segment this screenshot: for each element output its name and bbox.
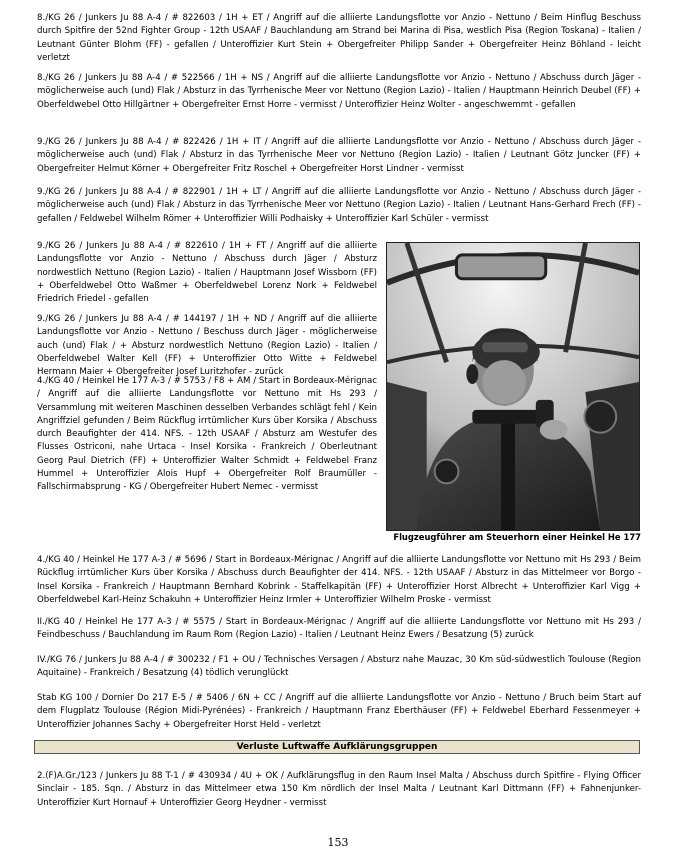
loss-entry: 2.(F)A.Gr./123 / Junkers Ju 88 T-1 / # 430934 / 4U + OK / Aufklärungsflug in den Raum Insel Malta / Abschuss durch Spitfire - Flying Officer Sinclair - 185. Sqn. / Absturz in das Mittelmeer etwa 150 Km nördlich der Insel Malta / Leutnant Karl Dittmann (FF) + Fahnenjunker-Unteroffizier Kurt Hornauf + Unteroffizier Georg Heydner - vermisst xyxy=(37,771,641,808)
loss-entry: 9./KG 26 / Junkers Ju 88 A-4 / # 822901 / 1H + LT / Angriff auf die alliierte Landungsflotte vor Anzio - Nettuno / Abschuss durch Jäger - möglicherweise auch (und) Flak / Absturz in das Tyrrhenische Meer vor Nettuno (Region Lazio) - Italien / Leutnant Hans-Gerhard Frech (FF) - gefallen / Feldwebel Wilhelm Römer + Unteroffizier Willi Podhaisky + Unteroffizier Karl Schüler - vermisst xyxy=(37,187,641,224)
section-heading: Verluste Luftwaffe Aufklärungsgruppen xyxy=(34,740,640,754)
photo-caption: Flugzeugführer am Steuerhorn einer Heinkel He 177 xyxy=(393,532,641,542)
loss-entry: 8./KG 26 / Junkers Ju 88 A-4 / # 822603 / 1H + ET / Angriff auf die alliierte Landungsflotte vor Anzio - Nettuno / Beim Hinflug Beschuss durch Spitfire der 52nd Fighter Group - 12th USAAF / Bauchlandung am Strand bei Marina di Pisa, westlich Pisa (Region Toskana) - Italien / Leutnant Günter Blohm (FF) - gefallen / Unteroffizier Kurt Stein + Obergefreiter Philipp Sander + Obergefreiter Heinz Böhland - leicht verletzt xyxy=(37,13,641,63)
loss-entry: IV./KG 76 / Junkers Ju 88 A-4 / # 300232 / F1 + OU / Technisches Versagen / Absturz nahe Mauzac, 30 Km süd-südwestlich Toulouse (Region Aquitaine) - Frankreich / Besatzung (4) tödlich verunglückt xyxy=(37,655,641,679)
pilot-photo-image xyxy=(387,243,639,530)
loss-entry: 8./KG 26 / Junkers Ju 88 A-4 / # 522566 / 1H + NS / Angriff auf die alliierte Landungsflotte vor Anzio - Nettuno / Abschuss durch Jäger - möglicherweise auch (und) Flak / Absturz in das Tyrrhenische Meer vor Nettuno (Region Lazio) - Italien / Hauptmann Heinrich Deubel (FF) + Oberfeldwebel Otto Hillgärtner + Obergefreiter Ernst Horre - vermisst / Unteroffizier Heinz Wolter - angeschwemmt - gefallen xyxy=(37,73,641,110)
page-number: 153 xyxy=(327,836,349,849)
loss-entry: 4./KG 40 / Heinkel He 177 A-3 / # 5696 / Start in Bordeaux-Mérignac / Angriff auf die alliierte Landungsflotte vor Nettuno mit Hs 293 / Beim Rückflug irrtümlicher Kurs über Korsika / Abschuss durch Beaufighter der 414. NFS. - 12th USAAF / Absturz in das Mittelmeer vor Borgo - Insel Korsika - Frankreich / Hauptmann Bernhard Kobrink - Staffelkapitän (FF) + Unteroffizier Horst Albrecht + Unteroffizier Karl Vigg + Oberfeldwebel Karl-Heinz Schakuhn + Unteroffizier Heinz Irmler + Unteroffizier Wilhelm Proske - vermisst xyxy=(37,555,641,605)
loss-entry: 9./KG 26 / Junkers Ju 88 A-4 / # 144197 / 1H + ND / Angriff auf die alliierte Landungsflotte vor Anzio - Nettuno / Beschuss durch Jäger - möglicherweise auch (und) Flak / + Absturz nordwestlich Nettuno (Region Lazio) - Italien / Oberfeldwebel Walter Kell (FF) + Unteroffizier Otto Witte + Feldwebel Hermann Maier + Obergefreiter Josef Luritzhofer - zurück xyxy=(37,314,377,378)
loss-entry: 9./KG 26 / Junkers Ju 88 A-4 / # 822426 / 1H + IT / Angriff auf die alliierte Landungsflotte vor Anzio - Nettuno / Abschuss durch Jäger - möglicherweise auch (und) Flak / Absturz in das Tyrrhenische Meer vor Nettuno (Region Lazio) - Italien / Leutnant Götz Juncker (FF) + Obergefreiter Helmut Körner + Obergefreiter Fritz Roschel + Obergefreiter Horst Lindner - vermisst xyxy=(37,137,641,174)
pilot-photo xyxy=(386,242,640,531)
loss-entry: Stab KG 100 / Dornier Do 217 E-5 / # 5406 / 6N + CC / Angriff auf die alliierte Landungsflotte vor Anzio - Nettuno / Bruch beim Start auf dem Flugplatz Toulouse (Région Midi-Pyrénées) - Frankreich / Hauptmann Franz Eberthäuser (FF) + Feldwebel Eberhard Fessenmeyer + Unteroffizier Johannes Sachy + Obergefreiter Horst Held - verletzt xyxy=(37,693,641,730)
loss-entry: 4./KG 40 / Heinkel He 177 A-3 / # 5753 / F8 + AM / Start in Bordeaux-Mérignac / Angriff auf die alliierte Landungsflotte vor Nettuno mit Hs 293 / Versammlung mit weiteren Maschinen desselben Verbandes schlägt fehl / Kein Angriffziel gefunden / Beim Rückflug irrtümlicher Kurs über Korsika / Abschuss durch Beaufighter der 414. NFS. - 12th USAAF / Absturz am Westufer des Flusses Ostriconi, nahe Urtaca - Insel Korsika - Frankreich / Oberleutnant Georg Paul Dietrich (FF) + Unteroffizier Walter Schmidt + Feldwebel Franz Hummel + Unteroffizier Alois Hupf + Obergefreiter Rolf Braumüller - Fallschirmabsprung - KG / Obergefreiter Hubert Nemec - vermisst xyxy=(37,376,377,493)
loss-entry: 9./KG 26 / Junkers Ju 88 A-4 / # 822610 / 1H + FT / Angriff auf die alliierte Landungsflotte vor Anzio - Nettuno / Abschuss durch Jäger / Absturz nordwestlich Nettuno (Region Lazio) - Italien / Hauptmann Josef Wissborn (FF) + Oberfeldwebel Otto Waßmer + Oberfeldwebel Lorenz Nork + Feldwebel Friedrich Friedel - gefallen xyxy=(37,241,377,305)
loss-entry: II./KG 40 / Heinkel He 177 A-3 / # 5575 / Start in Bordeaux-Mérignac / Angriff auf die alliierte Landungsflotte vor Nettuno mit Hs 293 / Feindbeschuss / Bauchlandung im Raum Rom (Region Lazio) - Italien / Leutnant Heinz Ewers / Besatzung (5) zurück xyxy=(37,617,641,641)
